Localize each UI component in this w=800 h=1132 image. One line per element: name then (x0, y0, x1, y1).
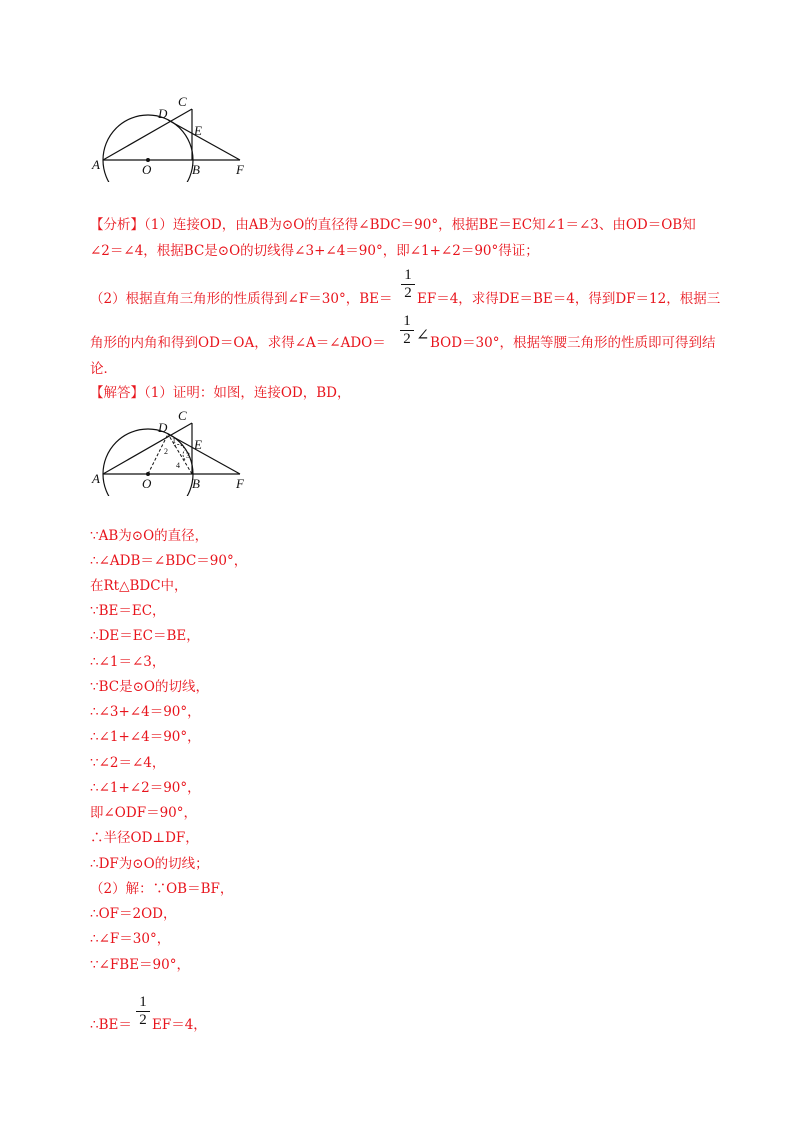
answer-step: ∵AB为⊙O的直径， (90, 528, 209, 544)
answer-step: ∴DF为⊙O的切线； (90, 856, 209, 872)
answer-step: ∴BE＝ (90, 1017, 132, 1033)
analysis-line: （2）根据直角三角形的性质得到∠F＝30°，BE＝ (90, 291, 393, 307)
label-e: E (194, 437, 202, 452)
fraction-half: 1 2 (136, 995, 150, 1028)
label-o: O (142, 476, 152, 491)
answer-tag: 【解答】 (90, 385, 144, 401)
answer-step: ∴半径OD⊥DF， (90, 830, 199, 846)
analysis-line: （1）连接OD，由AB为⊙O的直径得∠BDC＝90°，根据BE＝EC知∠1＝∠3、由OD＝OB知 (144, 217, 696, 233)
answer-step: ∴OF＝2OD， (90, 906, 177, 922)
answer-step: ∴∠3+∠4＝90°， (90, 704, 201, 720)
line-df (168, 120, 240, 160)
analysis-line: EF＝4，求得DE＝BE＝4，得到DF＝12，根据三 (417, 291, 721, 307)
label-b: B (192, 476, 200, 491)
angle-symbol: ∠ (416, 325, 430, 344)
answer-step: （2）解：∵OB＝BF， (90, 881, 234, 897)
geometry-figure-2 (88, 406, 258, 496)
answer-step: ∴∠1+∠4＝90°， (90, 729, 201, 745)
label-f: F (236, 476, 244, 491)
answer-step: ∵∠FBE＝90°， (90, 957, 190, 973)
label-o: O (142, 162, 152, 177)
label-f: F (236, 162, 244, 177)
label-a: A (92, 157, 100, 172)
answer-step: ∴∠1＝∠3， (90, 654, 166, 670)
label-a: A (92, 471, 100, 486)
angle-arc (183, 450, 185, 460)
answer-step: ∴DE＝EC＝BE， (90, 628, 200, 644)
angle-label-3: 3 (186, 451, 190, 460)
angle-label-1: 1 (172, 436, 176, 445)
answer-step: 即∠ODF＝90°， (90, 805, 197, 821)
answer-step: ∵BC是⊙O的切线， (90, 679, 209, 695)
angle-label-2: 2 (164, 447, 168, 456)
analysis-tag: 【分析】 (90, 217, 144, 233)
label-d: D (158, 106, 168, 121)
label-c: C (178, 408, 187, 423)
label-c: C (178, 94, 187, 109)
analysis-line: 论． (90, 361, 117, 377)
analysis-line: 角形的内角和得到OD＝OA，求得∠A＝∠ADO＝ (90, 335, 386, 351)
label-b: B (192, 162, 200, 177)
answer-step: ∴∠F＝30°， (90, 931, 171, 947)
geometry-figure-1 (88, 92, 258, 182)
analysis-line: ∠2＝∠4，根据BC是⊙O的切线得∠3+∠4＝90°，即∠1+∠2＝90°得证； (90, 243, 539, 259)
answer-intro: （1）证明：如图，连接OD，BD， (144, 385, 351, 401)
answer-step: ∴∠ADB＝∠BDC＝90°， (90, 553, 248, 569)
answer-step: ∵BE＝EC， (90, 603, 166, 619)
line-ac (103, 109, 192, 160)
angle-label-4: 4 (176, 461, 180, 470)
answer-step: ∴∠1+∠2＝90°， (90, 780, 201, 796)
analysis-line: BOD＝30°，根据等腰三角形的性质即可得到结 (430, 335, 716, 351)
fraction-half: 1 2 (401, 268, 415, 301)
fraction-half: 1 2 (400, 314, 414, 347)
answer-step: ∵∠2＝∠4， (90, 755, 166, 771)
answer-step: 在Rt△BDC中， (90, 578, 188, 594)
answer-step: EF＝4， (152, 1017, 207, 1033)
label-e: E (194, 123, 202, 138)
label-d: D (158, 420, 168, 435)
